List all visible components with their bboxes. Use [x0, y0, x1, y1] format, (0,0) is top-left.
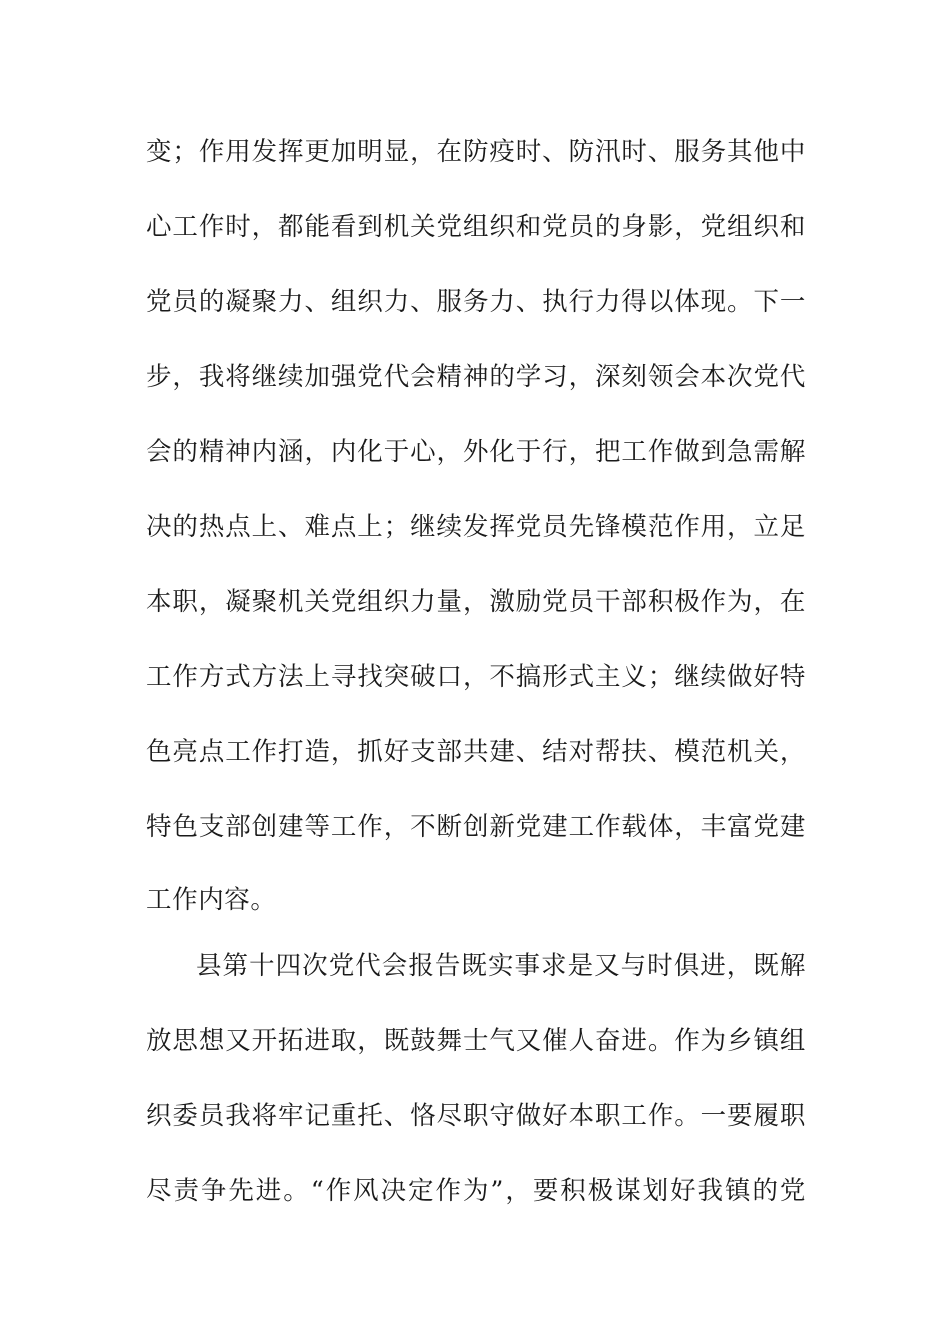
body-text-line: 工作方式方法上寻找突破口，不搞形式主义；继续做好特: [146, 662, 806, 692]
body-text-line: 放思想又开拓进取，既鼓舞士气又催人奋进。作为乡镇组: [146, 1026, 806, 1056]
paragraph-end-line: 工作内容。: [146, 885, 277, 915]
body-text-line: 步，我将继续加强党代会精神的学习，深刻领会本次党代: [146, 362, 806, 392]
body-text-line: 尽责争先进。“作风决定作为”，要积极谋划好我镇的党: [146, 1176, 806, 1206]
body-text-line: 色亮点工作打造，抓好支部共建、结对帮扶、模范机关，: [146, 737, 806, 767]
body-text-line: 决的热点上、难点上；继续发挥党员先锋模范作用，立足: [146, 512, 806, 542]
paragraph-first-line: 县第十四次党代会报告既实事求是又与时俱进，既解: [196, 951, 806, 981]
body-text-line: 会的精神内涵，内化于心，外化于行，把工作做到急需解: [146, 437, 806, 467]
body-text-line: 织委员我将牢记重托、恪尽职守做好本职工作。一要履职: [146, 1101, 806, 1131]
body-text-line: 特色支部创建等工作，不断创新党建工作载体，丰富党建: [146, 812, 806, 842]
body-text-line: 党员的凝聚力、组织力、服务力、执行力得以体现。下一: [146, 287, 806, 317]
body-text-line: 心工作时，都能看到机关党组织和党员的身影，党组织和: [146, 212, 806, 242]
body-text-line: 本职，凝聚机关党组织力量，激励党员干部积极作为，在: [146, 587, 806, 617]
body-text-line: 变；作用发挥更加明显，在防疫时、防汛时、服务其他中: [146, 137, 806, 167]
